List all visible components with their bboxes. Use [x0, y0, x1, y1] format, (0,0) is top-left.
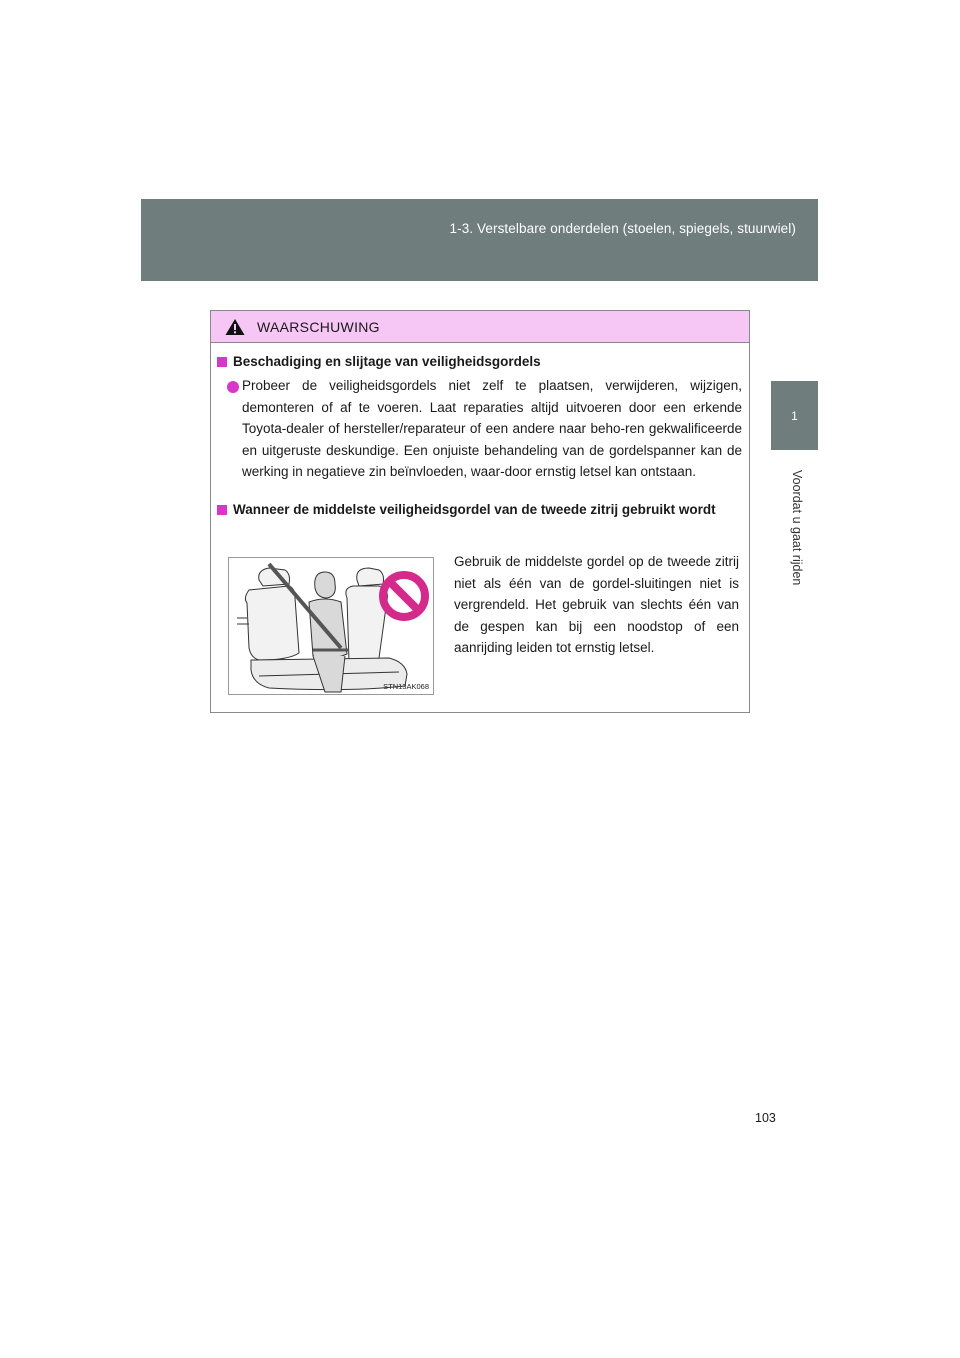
warning-title: WAARSCHUWING	[257, 318, 380, 335]
chapter-title: Voordat u gaat rijden	[790, 470, 804, 586]
section-title: 1-3. Verstelbare onderdelen (stoelen, spiegels, stuurwiel)	[449, 221, 796, 236]
square-bullet-icon	[217, 505, 227, 515]
header-band	[141, 199, 818, 281]
section-heading-text: Wanneer de middelste veiligheidsgordel van de tweede zitrij gebruikt wordt	[233, 502, 716, 517]
rear-seat-drawing	[229, 558, 434, 695]
page-number: 103	[755, 1111, 776, 1125]
chapter-tab	[771, 381, 818, 450]
seat-belt-illustration	[228, 557, 434, 695]
warning-header	[211, 311, 749, 343]
section-heading-text: Beschadiging en slijtage van veiligheidsgordels	[233, 354, 541, 369]
square-bullet-icon	[217, 357, 227, 367]
figure-caption-text: Gebruik de middelste gordel op de tweede zitrij niet als één van de gordel-sluitingen niet is vergrendeld. Het gebruik van slechts één van de gespen kan bij een noodstop of een aanrijding leiden tot ernstig letsel.	[454, 554, 739, 656]
figure-code: STN13AK068	[383, 682, 429, 691]
warning-box	[210, 310, 750, 713]
section-heading-middle-belt	[217, 500, 745, 520]
bullet-paragraph: Probeer de veiligheidsgordels niet zelf te plaatsen, verwijderen, wijzigen, demonteren of af te voeren. Laat reparaties altijd uitvoeren door een erkende Toyota-dealer of hersteller/reparateur of een andere naar beho-ren gekwalificeerde en uitgeruste deskundige. Een onjuiste behandeling van de gordelspanner kan de werking in negatieve zin beïnvloeden, waar-door ernstig letsel kan ontstaan.	[242, 378, 742, 480]
chapter-number: 1	[791, 408, 798, 423]
section-heading-damage	[217, 352, 541, 372]
warning-triangle-icon	[225, 318, 245, 336]
round-bullet-icon	[227, 381, 239, 393]
